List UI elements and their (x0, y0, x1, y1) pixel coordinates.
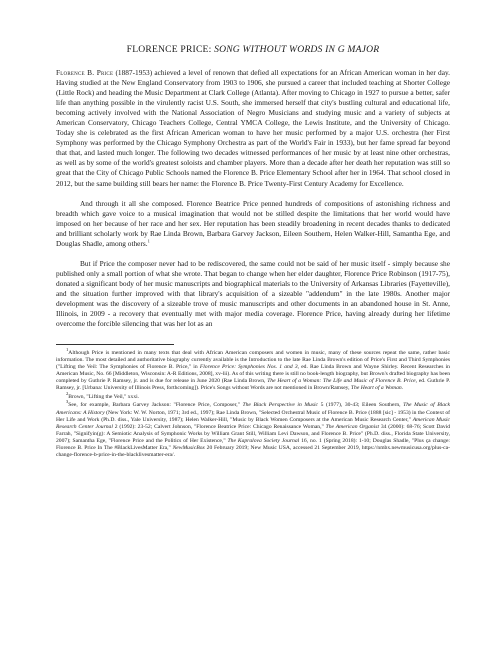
footnote-2-text: Brown, "Lifting the Veil," xxxi. (68, 393, 140, 400)
footnote-3-text: See, for example, Barbara Garvey Jackson: "Florence Price, Composer," (68, 402, 243, 409)
title-prefix: FLORENCE PRICE: (126, 44, 215, 55)
author-name-lead: Florence B. Price (56, 68, 114, 77)
footnote-1-text: . (401, 385, 404, 392)
footnote-1-number: 1 (66, 347, 69, 353)
page-title (56, 44, 450, 55)
footnote-3-text: 16, no. 1 (Spring 2018): 1-10; Douglas Shadle, "Plus ça change: Florence B. Price In The #BlackLivesMatter Era," (56, 437, 450, 451)
footnote-1-text: , ed. Rae Linda Brown and Wayne Shirley. Recent Researches in American Music, No. 66 [Middleton, Wisconsin: A-R Editions, 2008], xv-lii). As of this writing there is still no book-length biography, but Brown's drafted biography has been completed by Guthrie P. Ramsey, jr. and is due for release in June 2020 (Rae Linda Brown, (56, 364, 450, 385)
footnote-3-text: 5 (1977), 30-43; Eileen Southern, (318, 402, 404, 409)
footnote-1 (56, 347, 450, 392)
footnote-1-text: , ed. Guthrie P. Ramsey, jr. [Urbana: University of Illinois Press, forthcoming]). Price's Songs without Words are not mentioned in Brown/Ramsey, (56, 378, 450, 392)
footnote-3-italic: The Kapralova Society Journal (227, 437, 300, 444)
body-text (56, 68, 450, 329)
footnote-3-text: (New York: W. W. Norton, 1971; 3rd ed., 1997); Rae Linda Brown, "Selected Orchestral Music of Florence B. Price (1888 [sic] - 1953) in the Context of Her Life and Work (Ph.D. diss., Yale University, 1987); Helen Walker-Hill, "Music by Black Women Composers at the American Music Research Center," (56, 409, 450, 423)
footnote-3-number: 3 (66, 399, 69, 405)
footnote-1-italic: The Heart of a Woman (350, 385, 402, 392)
footnote-1-text: Although Price is mentioned in many texts that deal with African American composers and women in music, many of these sources repeat the same, rather basic information. The most detailed and authoritative biography currently available is the Introduction to the late Rae Linda Brown's edition of Price's First and Third Symphonies ("Lifting the Veil: The Symphonies of Florence B. Price," in (56, 350, 450, 371)
footnote-3-italic: American Music Research Center Journal (56, 416, 450, 430)
footnote-2-number: 2 (66, 391, 69, 397)
footnote-3-italic: The Music of Black Americans: A History (56, 402, 450, 416)
paragraph-1-text: (1887-1953) achieved a level of renown that defied all expectations for an African American woman in her day. Having studied at the New England Conservatory from 1903 to 1906, she pursued a career that included teaching at Shorter College (Little Rock) and heading the Music Department at Clark College (Atlanta). After moving to Chicago in 1927 to pursue a better, safer life than anything possible in the virulently racist U.S. South, she immersed herself that city's bustling cultural and educational life, becoming actively involved with the National Association of Negro Musicians and studying music and a variety of subjects at American Conservatory, Chicago Teachers College, Central YMCA College, the Lewis Institute, and the University of Chicago. Today she is celebrated as the first African American woman to have her music performed by a major U.S. orchestra (her First Symphony was performed by the Chicago Symphony Orchestra as part of the World's Fair in 1933), but her fame spread far beyond that that, and lasted much longer. The following two decades witnessed performances of her music by at least nine other orchestras, as well as by some of the world's greatest soloists and chamber players. More than a decade after her death her reputation was still so great that the City of Chicago Public Schools named the Florence B. Price Elementary School after her in 1964. That school closed in 2012, but the same building still bears her name: the Florence B. Price Twenty-First Century Academy for Excellence. (56, 68, 450, 188)
footnote-1-italic: The Heart of a Woman: The Life and Music of Florence B. Price (267, 378, 416, 385)
footnote-3-text: 2 (1992): 23-52; Calvert Johnson, "Florence Beatrice Price: Chicago Renaissance Woman," (112, 423, 326, 430)
title-italic: SONG WITHOUT WORDS IN G MAJOR (214, 44, 380, 55)
footnote-2 (56, 391, 450, 401)
footnote-3-text: 34 (2000): 68-76; Scott David Farrah, "Signifyin(g): A Semiotic Analysis of Symphonic Works by William Grant Still, William Levi Dawson, and Florence B. Price" (Ph.D. diss., Florida State University, 2007); Samantha Ege, "Florence Price and the Politics of Her Existence," (56, 423, 451, 444)
footnote-separator (56, 344, 174, 345)
footnote-3 (56, 399, 451, 458)
footnote-ref-1[interactable]: 1 (147, 238, 150, 244)
footnotes (56, 347, 451, 459)
footnote-3-text: 20 February 2019; New Music USA, accessed 21 September 2019, https://nmbx.newmusicusa.org/plus-ca-change-florence-b-price-in-the-blacklivesmatter-era/. (56, 444, 450, 458)
paragraph-2 (56, 199, 450, 249)
paragraph-3 (56, 259, 450, 329)
footnote-1-italic: Florence Price: Symphonies Nos. 1 and 3 (199, 364, 298, 371)
paragraph-2-text: And through it all she composed. Florence Beatrice Price penned hundreds of compositions of astonishing richness and breadth which gave voice to a musical imagination that would not be stilled despite the limitations that her world would have imposed on her because of her race and her sex. Her reputation has been steadily broadening in recent decades thanks to dedicated and brilliant scholarly work by Rae Linda Brown, Barbara Garvey Jackson, Eileen Southern, Helen Walker-Hill, Samantha Ege, and Douglas Shadle, among others. (56, 198, 450, 248)
footnote-3-italic: The American Organist (325, 423, 380, 430)
footnote-3-italic: The Black Perspective in Music (242, 402, 319, 409)
paragraph-3-text: But if Price the composer never had to be rediscovered, the same could not be said of her music itself - simply because she published only a small portion of what she wrote. That began to change when her elder daughter, Florence Price Robinson (1917-75), donated a significant body of her music manuscripts and biographical materials to the University of Arkansas Libraries (Fayetteville), and the situation further improved with that library's acquisition of a sizeable "addendum" in the late 1980s. Another major development was the discovery of a sizeable trove of music manuscripts and other documents in an abandoned house in St. Anne, Illinois, in 2009 - a recovery that eventually met with major media coverage. Florence Price, having already during her lifetime overcome the forcible silencing that was her lot as an (56, 258, 450, 329)
paragraph-1 (56, 68, 450, 189)
footnote-3-italic: NewMusicBox (172, 444, 205, 451)
